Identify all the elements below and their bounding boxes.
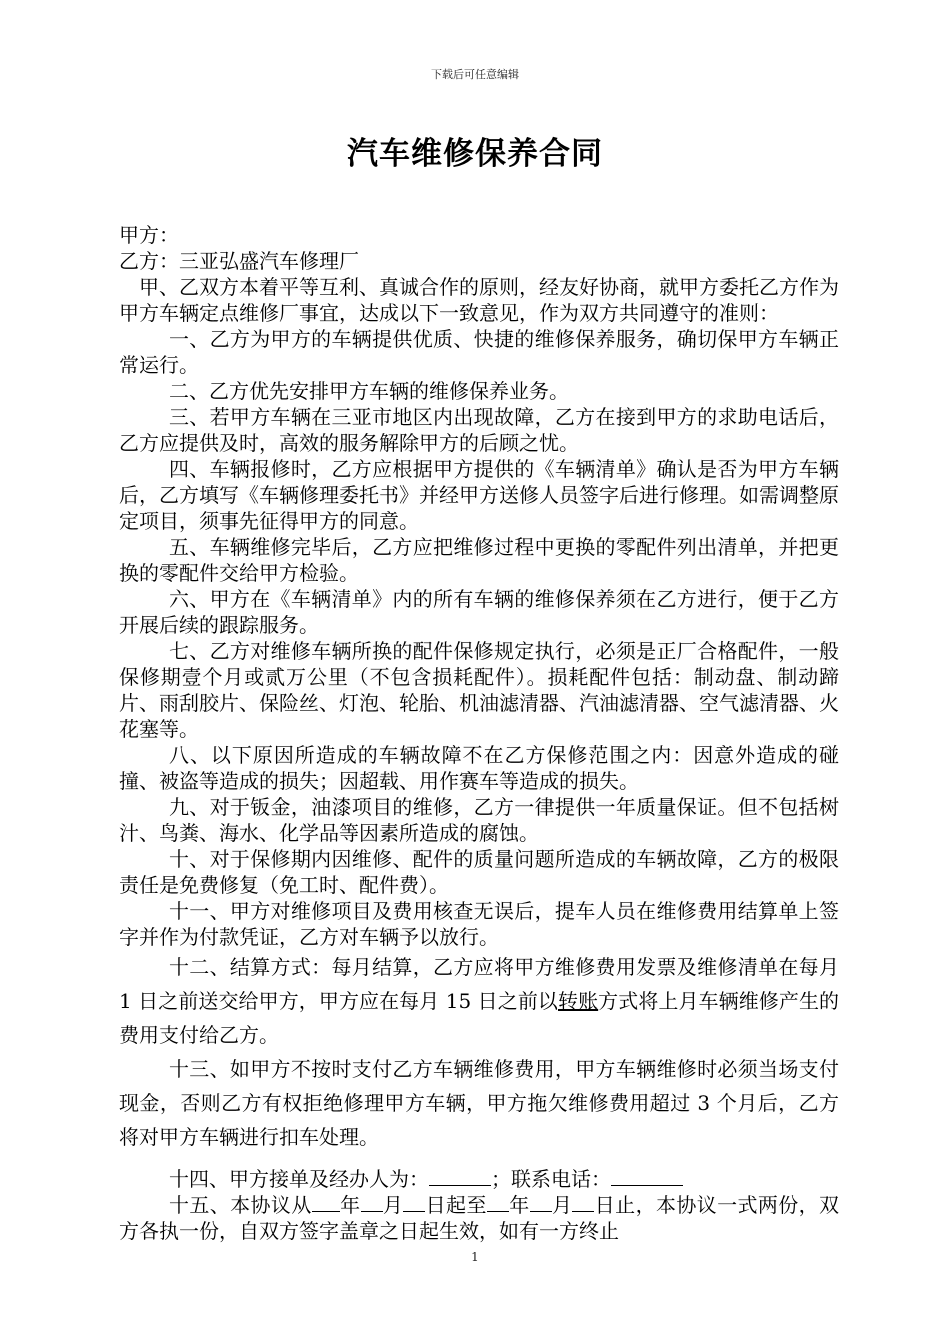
handler-blank-field[interactable] — [429, 1167, 491, 1186]
page-header: 下载后可任意编辑 — [431, 68, 519, 81]
phone-blank-field[interactable] — [611, 1167, 683, 1186]
clause-6: 六、甲方在《车辆清单》内的所有车辆的维修保养须在乙方进行，便于乙方开展后续的跟踪服务。 — [119, 587, 839, 637]
clause-15-start: 十五、本协议从 — [169, 1193, 312, 1217]
clause-14 — [119, 1166, 839, 1192]
clause-11: 十一、甲方对维修项目及费用核查无误后，提车人员在维修费用结算单上签字并作为付款凭证，乙方对车辆予以放行。 — [119, 899, 839, 949]
clause-14-handler-label: 十四、甲方接单及经办人为： — [169, 1167, 429, 1191]
clause-4: 四、车辆报修时，乙方应根据甲方提供的《车辆清单》确认是否为甲方车辆后，乙方填写《车辆修理委托书》并经甲方送修人员签字后进行修理。如需调整原定项目，须事先征得甲方的同意。 — [119, 457, 839, 533]
clause-3: 三、若甲方车辆在三亚市地区内出现故障，乙方在接到甲方的求助电话后，乙方应提供及时，高效的服务解除甲方的后顾之忧。 — [119, 405, 839, 455]
clause-15-year-2: 年 — [508, 1193, 530, 1217]
clause-8: 八、以下原因所造成的车辆故障不在乙方保修范围之内：因意外造成的碰撞、被盗等造成的损失；因超载、用作赛车等造成的损失。 — [119, 743, 839, 793]
start-month-blank[interactable] — [361, 1193, 383, 1212]
clause-15-month-1: 月 — [382, 1193, 404, 1217]
clause-2: 二、乙方优先安排甲方车辆的维修保养业务。 — [169, 379, 569, 403]
start-year-blank[interactable] — [312, 1193, 340, 1212]
clause-15-month-2: 月 — [551, 1193, 573, 1217]
clause-14-phone-label: ；联系电话： — [491, 1167, 611, 1191]
clause-7: 七、乙方对维修车辆所换的配件保修规定执行，必须是正厂合格配件，一般保修期壹个月或贰万公里（不包含损耗配件）。损耗配件包括：制动盘、制动蹄片、雨刮胶片、保险丝、灯泡、轮胎、机油滤清器、汽油滤清器、空气滤清器、火花塞等。 — [119, 639, 839, 741]
clause-9: 九、对于钣金，油漆项目的维修，乙方一律提供一年质量保证。但不包括树汁、鸟粪、海水、化学品等因素所造成的腐蚀。 — [119, 795, 839, 845]
clause-12-text-a: 十二、结算方式：每月结算，乙方应将甲方维修费用发票及维修清单在每月 1 日之前送交给甲方，甲方应在每月 15 日之前以 — [119, 955, 839, 1013]
clause-12-transfer-term: 转账 — [557, 989, 599, 1013]
clause-15-year-1: 年 — [339, 1193, 361, 1217]
page-number: 1 — [471, 1250, 479, 1264]
clause-15 — [119, 1192, 839, 1244]
clause-5: 五、车辆维修完毕后，乙方应把维修过程中更换的零配件列出清单，并把更换的零配件交给甲方检验。 — [119, 535, 839, 585]
clause-13: 十三、如甲方不按时支付乙方车辆维修费用，甲方车辆维修时必须当场支付现金，否则乙方有权拒绝修理甲方车辆，甲方拖欠维修费用超过 3 个月后，乙方将对甲方车辆进行扣车处理。 — [119, 1057, 839, 1149]
party-a-line: 甲方： — [119, 223, 179, 247]
clause-15-day-2: 日止，本协议一式两份，双方各执一份，自双方签字盖章之日起生效，如有一方终止 — [119, 1193, 840, 1243]
contract-body — [119, 222, 839, 1244]
clause-1: 一、乙方为甲方的车辆提供优质、快捷的维修保养服务，确切保甲方车辆正常运行。 — [119, 327, 839, 377]
clause-12 — [119, 950, 839, 1052]
end-month-blank[interactable] — [530, 1193, 552, 1212]
document-title: 汽车维修保养合同 — [347, 136, 603, 172]
clause-15-day-1: 日起至 — [425, 1193, 487, 1217]
end-day-blank[interactable] — [572, 1193, 594, 1212]
start-day-blank[interactable] — [403, 1193, 425, 1212]
clause-10: 十、对于保修期内因维修、配件的质量问题所造成的车辆故障，乙方的极限责任是免费修复（免工时、配件费）。 — [119, 847, 839, 897]
party-b-line: 乙方：三亚弘盛汽车修理厂 — [119, 249, 359, 273]
clause-12-text-b: 方式将上月车辆维修产生的费用支付给乙方。 — [119, 989, 840, 1047]
intro-paragraph: 甲、乙双方本着平等互利、真诚合作的原则，经友好协商，就甲方委托乙方作为甲方车辆定点维修厂事宜，达成以下一致意见，作为双方共同遵守的准则： — [119, 275, 839, 325]
end-year-blank[interactable] — [487, 1193, 509, 1212]
